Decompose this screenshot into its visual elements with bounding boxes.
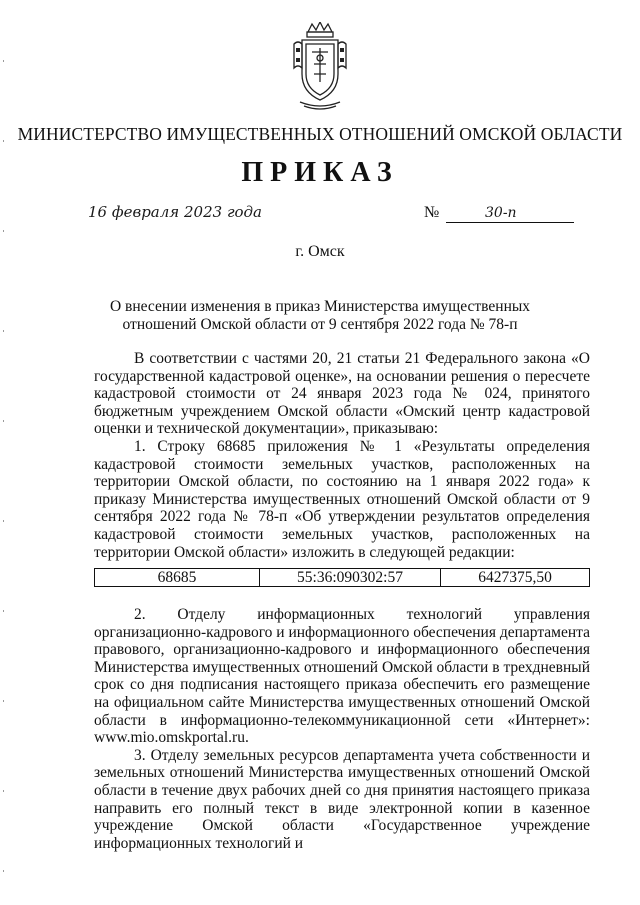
body-part-1 bbox=[94, 350, 590, 561]
table-row bbox=[95, 569, 590, 587]
city-line: г. Омск bbox=[295, 243, 345, 260]
handwritten-date: 16 февраля 2023 года bbox=[88, 203, 263, 221]
order-subject: О внесении изменения в приказ Министерства имущественных отношений Омской области от 9 сентября 2022 года № 78-п bbox=[109, 298, 531, 333]
cadastral-table bbox=[94, 568, 590, 587]
body-part-2 bbox=[94, 606, 590, 852]
number-underline bbox=[446, 222, 574, 223]
intro-paragraph: В соответствии с частями 20, 21 статьи 21 Федерального закона «О государственной кадастровой оценке», на основании решения о пересчете кадастровой стоимости от 24 января 2023 года № 024, принятого бюджетным учреждением Омской области «Омский центр кадастровой оценки и технической документации», приказываю: bbox=[94, 350, 590, 438]
number-label: № bbox=[424, 204, 440, 221]
document-title: ПРИКАЗ bbox=[241, 157, 399, 188]
table-cell-cadastral-value: 6427375,50 bbox=[441, 569, 590, 587]
coat-of-arms-emblem bbox=[288, 22, 352, 112]
item-1-paragraph: 1. Строку 68685 приложения № 1 «Результаты определения кадастровой стоимости земельных участков, расположенных на территории Омской области, по состоянию на 1 января 2022 года» к приказу Министерства имущественных отношений Омской области от 9 сентября 2022 года № 78-п «Об утверждении результатов определения кадастровой стоимости земельных участков, расположенных на территории Омской области» изложить в следующей редакции: bbox=[94, 437, 590, 561]
handwritten-number: 30-п bbox=[485, 205, 517, 221]
table-cell-cadastral-number: 55:36:090302:57 bbox=[260, 569, 441, 587]
item-3-paragraph: 3. Отделу земельных ресурсов департамента учета собственности и земельных отношений Министерства имущественных отношений Омской области в течение двух рабочих дней со дня принятия настоящего приказа направить его полный текст в виде электронной копии в казенное учреждение Омской области «Государственное учреждение информационных технологий и bbox=[94, 746, 590, 852]
ministry-name: МИНИСТЕРСТВО ИМУЩЕСТВЕННЫХ ОТНОШЕНИЙ ОМСКОЙ ОБЛАСТИ bbox=[17, 124, 623, 144]
item-2-paragraph: 2. Отделу информационных технологий управления организационно-кадрового и информационного обеспечения департамента правового, организационно-кадрового и информационного обеспечения Министерства имущественных отношений Омской области в трехдневный срок со дня подписания настоящего приказа обеспечить его размещение на официальном сайте Министерства имущественных отношений Омской области в информационно-телекоммуникационной сети «Интернет»: www.mio.omskportal.ru. bbox=[94, 606, 591, 747]
table-cell-row-number: 68685 bbox=[95, 569, 260, 587]
